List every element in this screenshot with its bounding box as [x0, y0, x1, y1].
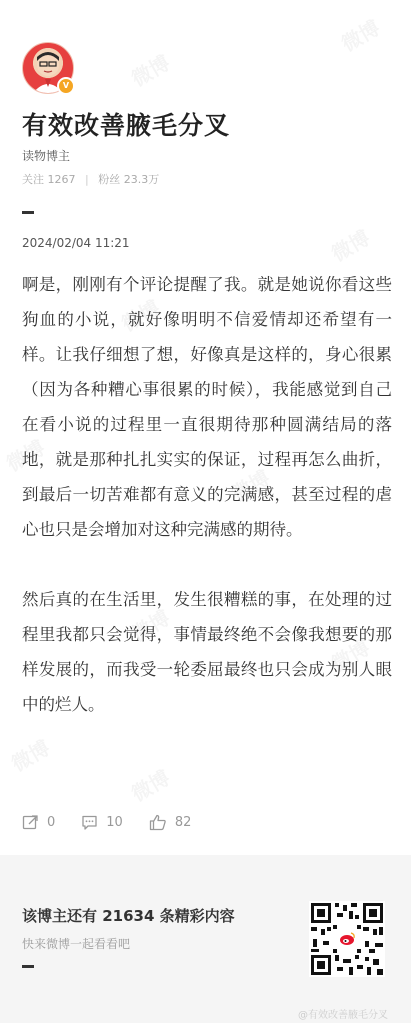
avatar[interactable] [22, 42, 74, 94]
watermark-text [325, 222, 374, 267]
footer-banner[interactable] [0, 855, 411, 1023]
verified-badge-icon: V [57, 77, 75, 95]
like-button[interactable] [149, 814, 192, 831]
post-paragraph: 啊是，刚刚有个评论提醒了我。就是她说你看这些狗血的小说，就好像明明不信爱情却还希望有一样。让我仔细想了想，好像真是这样的，身心很累（因为各种糟心事很累的时候），我能感觉到自己在看小说的过程里一直很期待那种圆满结局的落地，就是那种扎扎实实的保证，过程再怎么曲折，到最后一切苦难都有意义的完满感，甚至过程的虐心也只是会增加对这种完满感的期待。 [22, 275, 392, 539]
qr-code-graphic [309, 901, 385, 977]
follow-label: 关注 [22, 173, 44, 186]
watermark-text [125, 762, 174, 807]
section-divider [22, 211, 34, 214]
post-actions [22, 814, 217, 831]
like-count: 82 [174, 815, 192, 830]
repost-count: 0 [47, 815, 56, 830]
comment-count: 10 [106, 815, 123, 830]
fans-count: 23.3万 [123, 173, 160, 186]
repost-button[interactable] [22, 814, 55, 831]
stats-divider: | [85, 173, 89, 186]
post-content [22, 267, 392, 757]
post-paragraph: 然后真的在生活里，发生很糟糕的事，在处理的过程里我都只会觉得，事情最终绝不会像我想要的那样发展的，而我受一轮委屈最终也只会成为别人眼中的烂人。 [22, 590, 392, 714]
watermark-text [335, 12, 384, 57]
footer-watermark: @有效改善腋毛分叉 [298, 1010, 388, 1021]
like-icon [149, 814, 167, 831]
post-date: 2024/02/04 11:21 [22, 236, 130, 250]
fans-label: 粉丝 [98, 173, 121, 186]
more-content-title: 该博主还有 21634 条精彩内容 [22, 907, 235, 925]
watermark-text [125, 47, 174, 92]
footer-divider [22, 965, 34, 968]
repost-icon [22, 814, 39, 831]
author-stats [22, 171, 159, 187]
comment-icon [81, 814, 98, 831]
comment-button[interactable] [81, 814, 123, 831]
author-name[interactable]: 读物博主 [22, 149, 71, 163]
follow-count: 1267 [47, 173, 76, 186]
more-content-subtitle: 快来微博一起看看吧 [22, 937, 131, 951]
post-title: 有效改善腋毛分叉 [22, 111, 231, 140]
qr-code-icon[interactable] [309, 901, 385, 977]
